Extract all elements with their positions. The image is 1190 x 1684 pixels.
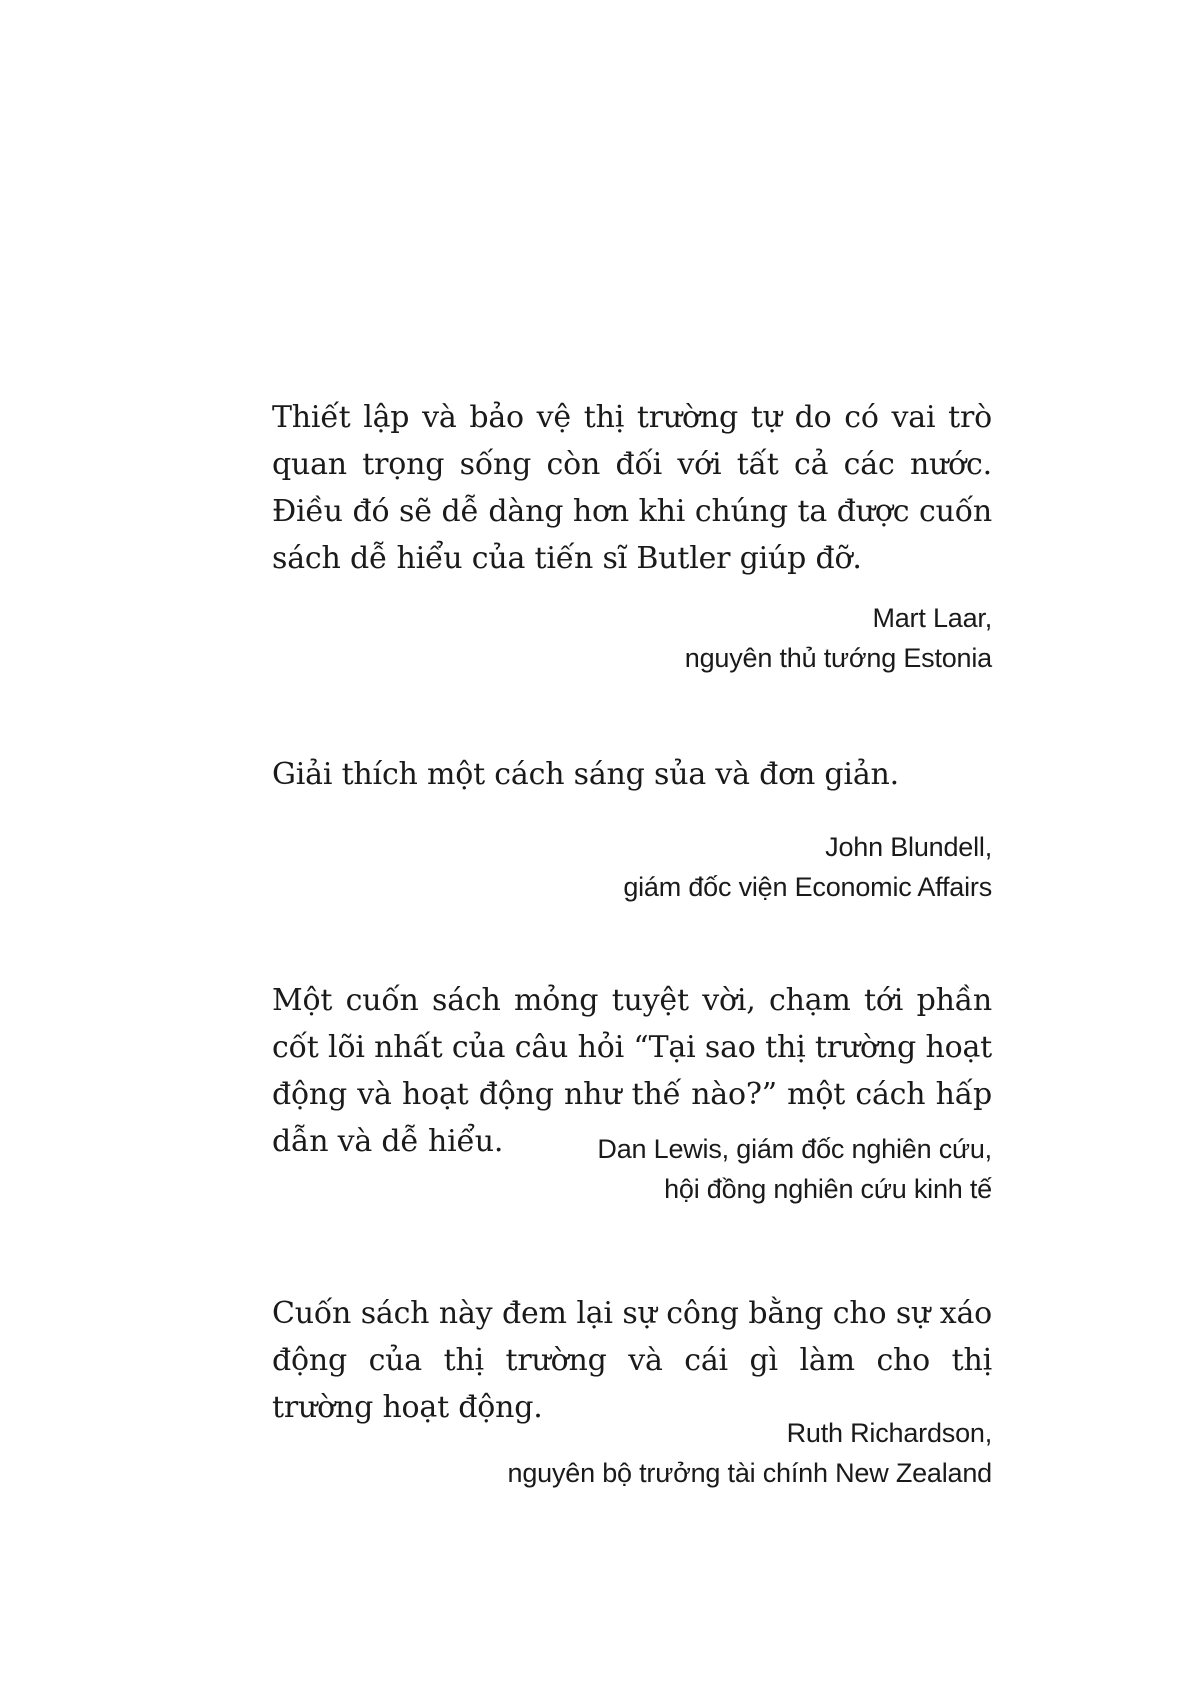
testimonial-quote: Một cuốn sách mỏng tuyệt vời, chạm tới phần cốt lõi nhất của câu hỏi “Tại sao thị trường hoạt động và hoạt động như thế nào?” một cách hấp dẫn và dễ hiểu. — [272, 983, 992, 1159]
testimonial-quote: Thiết lập và bảo vệ thị trường tự do có vai trò quan trọng sống còn đối với tất cả các nước. Điều đó sẽ dễ dàng hơn khi chúng ta được cuốn sách dễ hiểu của tiến sĩ Butler giúp đỡ. — [272, 400, 992, 576]
attribution-title: nguyên bộ trưởng tài chính New Zealand — [507, 1458, 992, 1488]
testimonial-quote: Cuốn sách này đem lại sự công bằng cho sự xáo động của thị trường và cái gì làm cho thị trường hoạt động. — [272, 1296, 992, 1425]
attribution-title: giám đốc viện Economic Affairs — [623, 872, 992, 902]
attribution-name: John Blundell, — [825, 832, 992, 862]
attribution-name: Ruth Richardson, — [786, 1418, 992, 1448]
testimonial-attribution — [272, 598, 992, 678]
attribution-name: Dan Lewis, giám đốc nghiên cứu, — [597, 1134, 992, 1164]
testimonial-attribution — [272, 1413, 992, 1493]
testimonial-attribution — [272, 827, 992, 907]
attribution-title: nguyên thủ tướng Estonia — [684, 643, 992, 673]
attribution-title: hội đồng nghiên cứu kinh tế — [664, 1174, 992, 1204]
testimonial-attribution — [272, 1129, 992, 1209]
testimonial-quote: Giải thích một cách sáng sủa và đơn giản. — [272, 757, 899, 792]
attribution-name: Mart Laar, — [872, 603, 992, 633]
